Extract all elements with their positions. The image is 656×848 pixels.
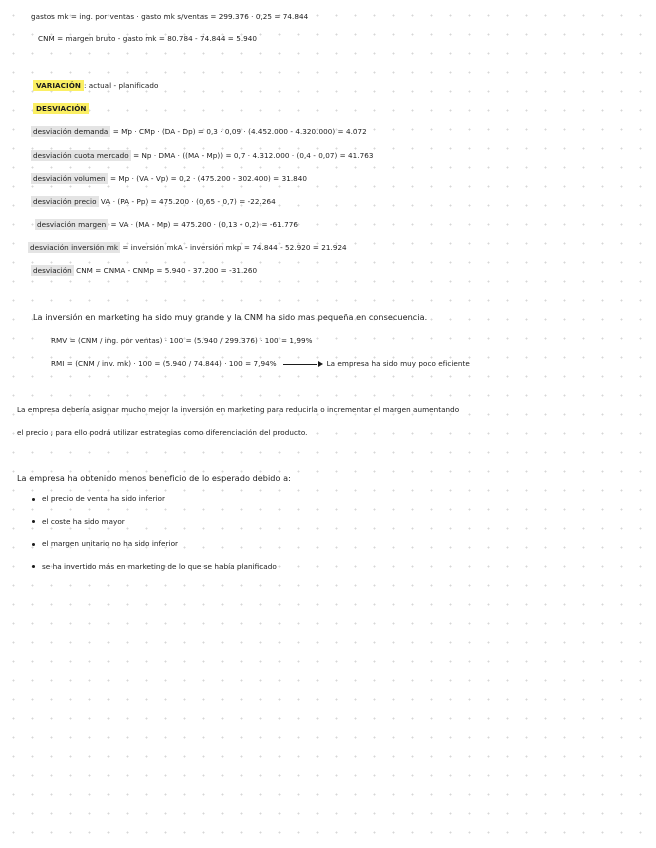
dev-cnm-label: desviación: [33, 266, 72, 275]
dev-cnm-formula: CNM = CNMA - CNMp = 5.940 - 37.200 = -31.260: [76, 266, 258, 275]
rmi-formula: RMI = (CNM / inv. mk) · 100 = (5.940 / 74.844) · 100 = 7,94%: [51, 359, 277, 368]
bullet-dot-icon: [32, 520, 35, 523]
dev-inversion-label: desviación inversión mk: [30, 243, 119, 252]
bullet-dot-icon: [32, 498, 35, 501]
variacion-definition: : actual - planificado: [83, 81, 159, 90]
dev-cuota-line: [31, 152, 374, 159]
dev-margen-label: desviación margen: [37, 220, 107, 229]
arrow-shaft: [283, 364, 317, 365]
reasons-list: [32, 495, 277, 585]
list-item-text: el margen unitario no ha sido inferior: [42, 539, 179, 548]
desviacion-heading: [33, 105, 89, 112]
variacion-label: VARIACIÓN: [33, 80, 84, 91]
recommendation-line-2: el precio ; para ello podrá utilizar estrategias como diferenciación del producto.: [17, 428, 308, 437]
rmi-line: [51, 360, 470, 367]
bullet-dot-icon: [32, 565, 35, 568]
dev-demanda-line: [31, 128, 367, 135]
benefit-intro: La empresa ha obtenido menos beneficio de lo esperado debido a:: [17, 473, 291, 483]
list-item: [32, 495, 277, 518]
dev-precio-line: [31, 198, 276, 205]
bullet-dot-icon: [32, 543, 35, 546]
cnm-line: CNM = margen bruto - gasto mk = 80.784 - 74.844 = 5.940: [38, 34, 258, 43]
dev-cnm-line: [31, 267, 257, 274]
gastos-mk-line: gastos mk = ing. por ventas · gasto mk s/ventas = 299.376 · 0,25 = 74.844: [31, 12, 309, 21]
dev-demanda-formula: = Mp · CMp · (DA - Dp) = 0,3 · 0,09 · (4.452.000 - 4.320.000) = 4.072: [112, 127, 367, 136]
desviacion-title: DESVIACIÓN: [33, 103, 89, 114]
dev-inversion-line: [28, 244, 347, 251]
dev-volumen-label: desviación volumen: [33, 174, 106, 183]
dev-volumen-formula: = Mp · (VA - Vp) = 0,2 · (475.200 - 302.400) = 31.840: [110, 174, 308, 183]
list-item: [32, 563, 277, 586]
dev-inversion-formula: = inversión mkA - inversión mkp = 74.844 - 52.920 = 21.924: [122, 243, 347, 252]
arrow-right-icon: [318, 361, 323, 367]
dev-margen-line: [35, 221, 298, 228]
dev-cuota-formula: = Np · DMA · ((MA - Mp)) = 0,7 · 4.312.000 · (0,4 - 0,07) = 41.763: [133, 151, 374, 160]
dev-precio-formula: VA · (PA - Pp) = 475.200 · (0,65 - 0,7) = -22.264: [100, 197, 276, 206]
list-item-text: se ha invertido más en marketing de lo que se había planificado: [42, 561, 277, 571]
list-item-text: el precio de venta ha sido inferior: [42, 494, 166, 503]
dev-volumen-line: [31, 175, 307, 182]
rmv-formula: RMV = (CNM / ing. por ventas) · 100 = (5.940 / 299.376) · 100 = 1,99%: [51, 336, 313, 345]
dev-cuota-label: desviación cuota mercado: [33, 151, 129, 160]
dev-precio-label: desviación precio: [33, 197, 97, 206]
dev-demanda-label: desviación demanda: [33, 127, 109, 136]
inversion-conclusion: La inversión en marketing ha sido muy grande y la CNM ha sido mas pequeña en consecuencia.: [33, 312, 428, 322]
dev-margen-formula: = VA · (MA - Mp) = 475.200 · (0,13 - 0,2) = -61.776: [110, 220, 298, 229]
list-item: [32, 540, 277, 563]
list-item: [32, 518, 277, 541]
efficiency-note: La empresa ha sido muy poco eficiente: [326, 359, 470, 368]
list-item-text: el coste ha sido mayor: [42, 516, 125, 526]
variacion-line: [33, 82, 158, 89]
recommendation-line-1: La empresa debería asignar mucho mejor la inversión en marketing para reducirla o incrementar el margen aumentando: [17, 405, 460, 414]
